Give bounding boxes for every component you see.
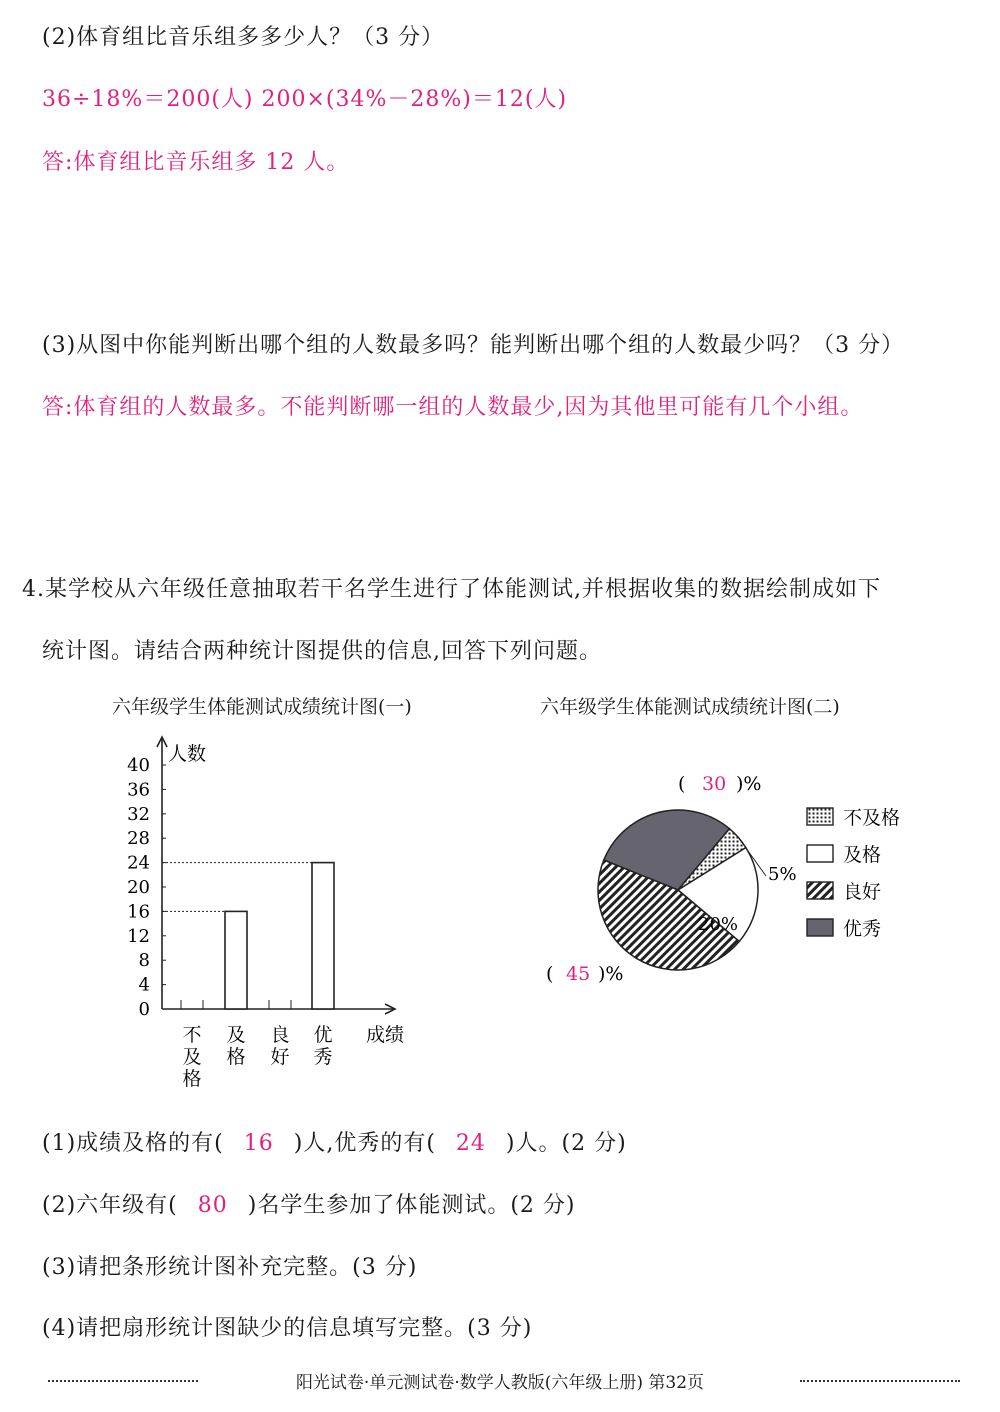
pie-label-good: ( [546, 963, 554, 985]
y-tick-label: 36 [127, 779, 150, 801]
pie-label-good-unit: )% [598, 963, 624, 985]
y-tick-label: 0 [138, 999, 150, 1020]
pie-chart [520, 740, 980, 1020]
q4-stem-line1: 4.某学校从六年级任意抽取若干名学生进行了体能测试,并根据收集的数据绘制成如下 [22, 577, 881, 602]
x-category-label: 良好 [270, 1024, 290, 1068]
x-category-label: 不及格 [182, 1024, 202, 1090]
q4-sub2 [42, 1188, 576, 1219]
pie-label-pass: 20% [698, 914, 739, 935]
q4-sub2-post: )名学生参加了体能测试。(2 分) [247, 1193, 576, 1218]
y-tick-label: 28 [127, 828, 150, 850]
footer-right-dots [800, 1380, 960, 1382]
y-tick-label: 8 [138, 950, 150, 972]
q4-stem-line2: 统计图。请结合两种统计图提供的信息,回答下列问题。 [42, 639, 602, 664]
legend-swatch [807, 882, 833, 899]
y-tick-label: 20 [127, 877, 150, 898]
q3-sub2-answer: 答:体育组比音乐组多 12 人。 [42, 150, 350, 175]
pie-label-excellent: ( [678, 773, 686, 795]
q4-sub2-blank-total[interactable]: 80 [197, 1193, 228, 1218]
legend-label: 良好 [843, 881, 882, 903]
y-tick-label: 4 [138, 974, 150, 996]
y-tick-label: 40 [127, 755, 150, 776]
q4-sub2-pre: (2)六年级有( [42, 1193, 178, 1218]
q4-sub1 [42, 1126, 627, 1157]
y-tick-label: 12 [127, 925, 150, 947]
q3-sub2-calc: 36÷18%＝200(人) 200×(34%－28%)＝12(人) [42, 87, 568, 112]
legend-swatch [807, 845, 833, 862]
y-axis-label: 人数 [168, 743, 207, 765]
pie-chart-title: 六年级学生体能测试成绩统计图(二) [540, 696, 840, 718]
page-footer: 阳光试卷·单元测试卷·数学人教版(六年级上册) 第32页 [295, 1373, 705, 1393]
x-category-label: 及格 [226, 1024, 246, 1068]
q4-sub1-mid: )人,优秀的有( [293, 1131, 436, 1156]
y-tick-label: 24 [127, 852, 150, 874]
legend-label: 优秀 [843, 918, 882, 940]
q4-sub4: (4)请把扇形统计图缺少的信息填写完整。(3 分) [42, 1316, 533, 1341]
q3-sub2-question: (2)体育组比音乐组多多少人？（3 分） [42, 25, 445, 50]
pie-label-excellent-value: 30 [702, 773, 727, 795]
y-tick-label: 16 [127, 901, 150, 923]
legend-label: 不及格 [843, 807, 901, 829]
pie-label-fail: 5% [768, 864, 797, 885]
q3-sub3-question: (3)从图中你能判断出哪个组的人数最多吗？能判断出哪个组的人数最少吗？（3 分） [42, 333, 905, 358]
q4-sub1-post: )人。(2 分) [505, 1131, 627, 1156]
bar [225, 911, 247, 1009]
legend-swatch [807, 919, 833, 936]
q4-sub1-blank-excellent[interactable]: 24 [455, 1131, 486, 1156]
legend-swatch [807, 808, 833, 825]
pie-label-excellent-unit: )% [736, 773, 762, 795]
x-axis-label: 成绩 [366, 1024, 405, 1046]
q4-sub1-pre: (1)成绩及格的有( [42, 1131, 224, 1156]
bar [312, 863, 334, 1009]
q4-sub1-blank-pass[interactable]: 16 [243, 1131, 274, 1156]
y-tick-label: 32 [127, 803, 150, 825]
legend-label: 及格 [843, 844, 882, 866]
bar-chart [0, 720, 460, 1100]
x-category-label: 优秀 [313, 1024, 333, 1068]
q3-sub3-answer: 答:体育组的人数最多。不能判断哪一组的人数最少,因为其他里可能有几个小组。 [42, 395, 864, 420]
pie-label-good-value: 45 [566, 963, 591, 985]
q4-sub3: (3)请把条形统计图补充完整。(3 分) [42, 1255, 418, 1280]
bar-chart-title: 六年级学生体能测试成绩统计图(一) [112, 696, 412, 718]
